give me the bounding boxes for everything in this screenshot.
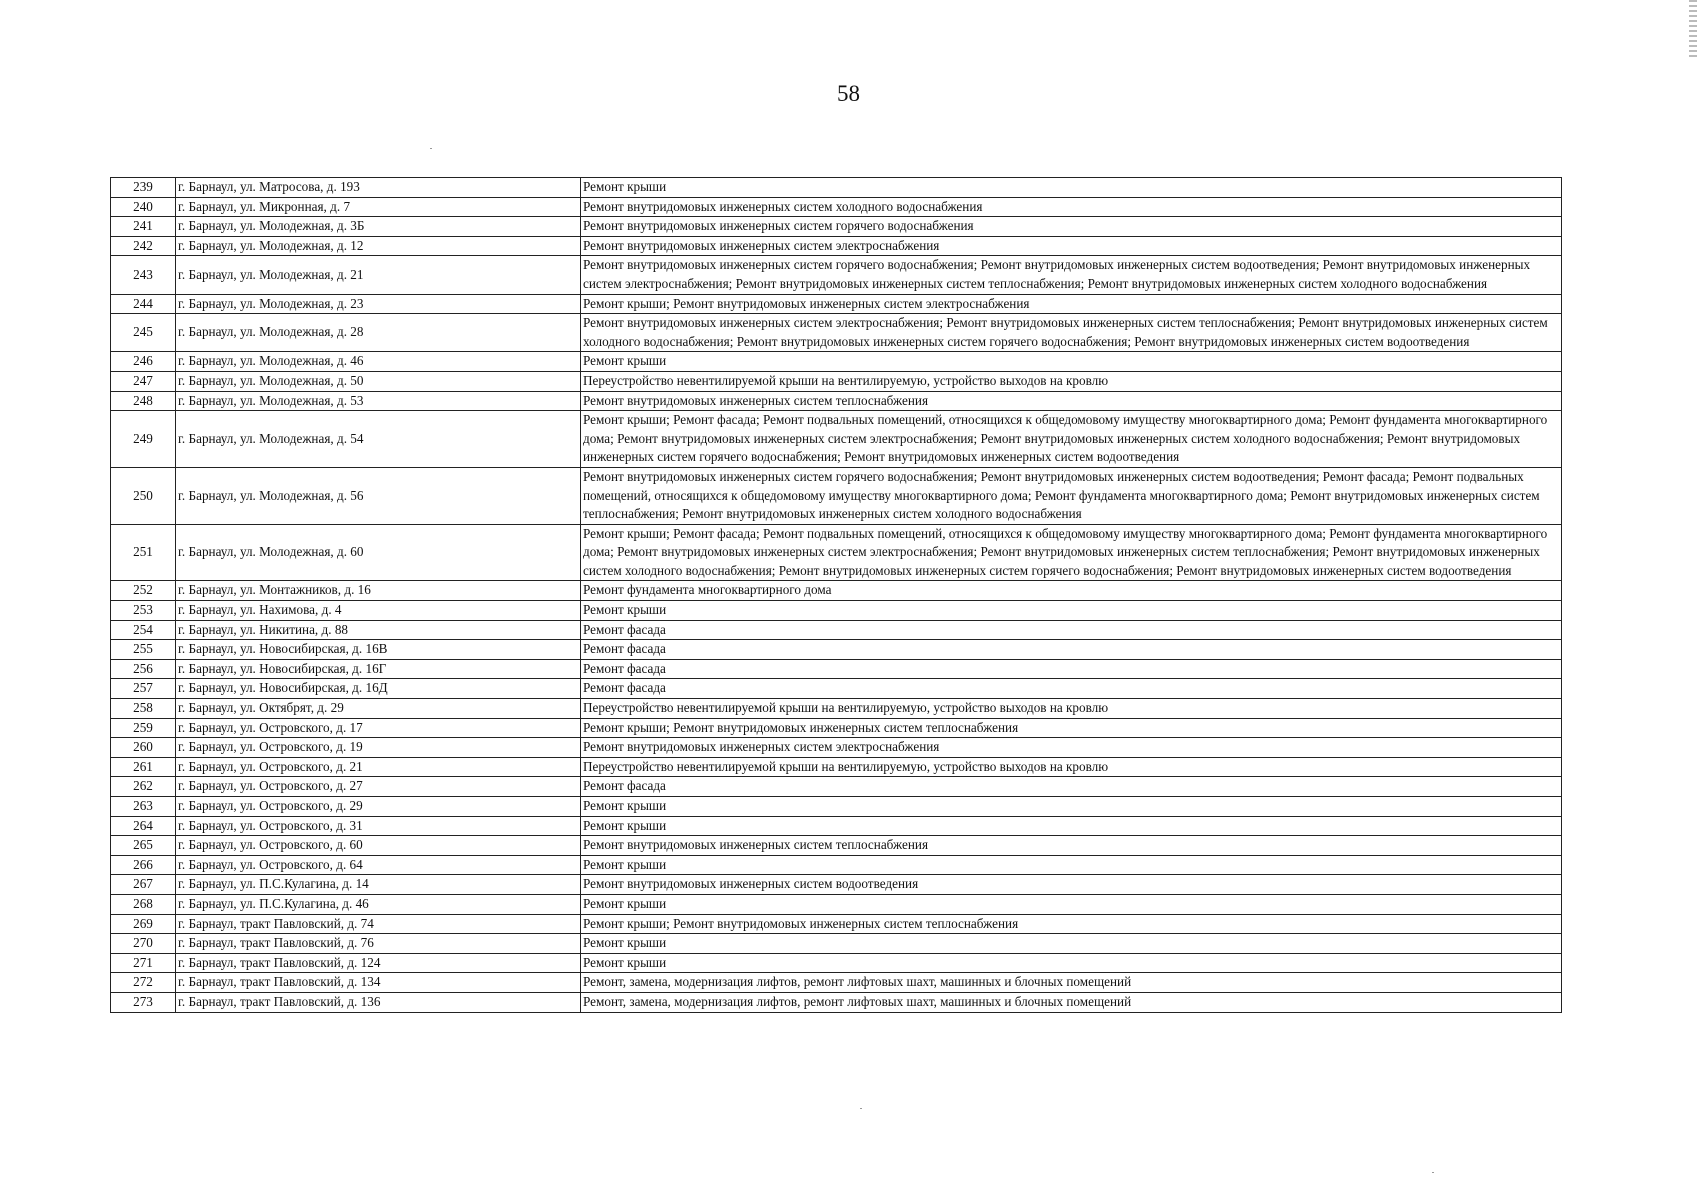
repair-works-table [110,177,1562,1013]
works-cell: Ремонт внутридомовых инженерных систем водоотведения [581,875,1562,895]
works-cell: Ремонт крыши [581,934,1562,954]
row-number-cell: 268 [111,894,176,914]
row-number-cell: 241 [111,217,176,237]
address-cell: г. Барнаул, ул. Островского, д. 60 [176,836,581,856]
table-row [111,314,1562,352]
table-row [111,659,1562,679]
works-cell: Ремонт внутридомовых инженерных систем холодного водоснабжения [581,197,1562,217]
works-cell: Ремонт внутридомовых инженерных систем электроснабжения [581,738,1562,758]
row-number-cell: 247 [111,371,176,391]
table-row [111,371,1562,391]
works-cell: Ремонт фундамента многоквартирного дома [581,581,1562,601]
row-number-cell: 261 [111,757,176,777]
row-number-cell: 266 [111,855,176,875]
works-cell: Ремонт крыши [581,894,1562,914]
row-number-cell: 252 [111,581,176,601]
row-number-cell: 248 [111,391,176,411]
works-cell: Ремонт, замена, модернизация лифтов, ремонт лифтовых шахт, машинных и блочных помещений [581,992,1562,1012]
table-row [111,236,1562,256]
address-cell: г. Барнаул, ул. Новосибирская, д. 16Г [176,659,581,679]
table-row [111,524,1562,581]
address-cell: г. Барнаул, ул. Островского, д. 17 [176,718,581,738]
table-row [111,992,1562,1012]
row-number-cell: 239 [111,178,176,198]
row-number-cell: 242 [111,236,176,256]
table-row [111,934,1562,954]
works-cell: Ремонт крыши; Ремонт внутридомовых инженерных систем теплоснабжения [581,718,1562,738]
works-cell: Ремонт внутридомовых инженерных систем горячего водоснабжения; Ремонт внутридомовых инженерных систем водоотведения; Ремонт внутридомовых инженерных систем электроснабжения; Ремонт внутридомовых инженерных систем теплоснабжения; Ремонт внутридомовых инженерных систем холодного водоснабжения [581,256,1562,294]
address-cell: г. Барнаул, ул. П.С.Кулагина, д. 14 [176,875,581,895]
address-cell: г. Барнаул, тракт Павловский, д. 134 [176,973,581,993]
row-number-cell: 263 [111,797,176,817]
row-number-cell: 264 [111,816,176,836]
table-row [111,679,1562,699]
address-cell: г. Барнаул, ул. Молодежная, д. 23 [176,294,581,314]
address-cell: г. Барнаул, ул. Микронная, д. 7 [176,197,581,217]
table-row [111,256,1562,294]
row-number-cell: 243 [111,256,176,294]
address-cell: г. Барнаул, ул. Островского, д. 19 [176,738,581,758]
row-number-cell: 255 [111,640,176,660]
address-cell: г. Барнаул, ул. Молодежная, д. 54 [176,411,581,468]
scan-speck [1432,1172,1434,1173]
address-cell: г. Барнаул, ул. Молодежная, д. 3Б [176,217,581,237]
table-row [111,836,1562,856]
works-cell: Ремонт внутридомовых инженерных систем электроснабжения; Ремонт внутридомовых инженерных систем теплоснабжения; Ремонт внутридомовых инженерных систем холодного водоснабжения; Ремонт внутридомовых инженерных систем горячего водоснабжения; Ремонт внутридомовых инженерных систем водоотведения [581,314,1562,352]
works-cell: Ремонт внутридомовых инженерных систем горячего водоснабжения [581,217,1562,237]
address-cell: г. Барнаул, ул. Новосибирская, д. 16Д [176,679,581,699]
works-cell: Ремонт крыши [581,178,1562,198]
table-row [111,640,1562,660]
address-cell: г. Барнаул, ул. Островского, д. 21 [176,757,581,777]
table-row [111,973,1562,993]
row-number-cell: 244 [111,294,176,314]
table-row [111,352,1562,372]
address-cell: г. Барнаул, ул. Октябрят, д. 29 [176,699,581,719]
table-row [111,601,1562,621]
repair-works-table-wrapper [110,177,1560,1013]
address-cell: г. Барнаул, ул. Нахимова, д. 4 [176,601,581,621]
table-row [111,914,1562,934]
scan-speck [860,1108,862,1109]
table-row [111,467,1562,524]
works-cell: Ремонт крыши; Ремонт внутридомовых инженерных систем теплоснабжения [581,914,1562,934]
table-row [111,411,1562,468]
works-cell: Переустройство невентилируемой крыши на вентилируемую, устройство выходов на кровлю [581,757,1562,777]
table-row [111,757,1562,777]
row-number-cell: 251 [111,524,176,581]
address-cell: г. Барнаул, тракт Павловский, д. 74 [176,914,581,934]
address-cell: г. Барнаул, ул. Молодежная, д. 21 [176,256,581,294]
works-cell: Ремонт крыши; Ремонт фасада; Ремонт подвальных помещений, относящихся к общедомовому имуществу многоквартирного дома; Ремонт фундамента многоквартирного дома; Ремонт внутридомовых инженерных систем электроснабжения; Ремонт внутридомовых инженерных систем теплоснабжения; Ремонт внутридомовых инженерных систем холодного водоснабжения; Ремонт внутридомовых инженерных систем горячего водоснабжения; Ремонт внутридомовых инженерных систем водоотведения [581,524,1562,581]
works-cell: Ремонт крыши [581,797,1562,817]
address-cell: г. Барнаул, ул. Молодежная, д. 60 [176,524,581,581]
row-number-cell: 260 [111,738,176,758]
address-cell: г. Барнаул, ул. Островского, д. 29 [176,797,581,817]
address-cell: г. Барнаул, ул. Молодежная, д. 46 [176,352,581,372]
table-row [111,777,1562,797]
works-cell: Ремонт фасада [581,640,1562,660]
address-cell: г. Барнаул, ул. Матросова, д. 193 [176,178,581,198]
address-cell: г. Барнаул, ул. П.С.Кулагина, д. 46 [176,894,581,914]
row-number-cell: 256 [111,659,176,679]
works-cell: Ремонт внутридомовых инженерных систем горячего водоснабжения; Ремонт внутридомовых инженерных систем водоотведения; Ремонт фасада; Ремонт подвальных помещений, относящихся к общедомовому имуществу многоквартирного дома; Ремонт фундамента многоквартирного дома; Ремонт внутридомовых инженерных систем теплоснабжения; Ремонт внутридомовых инженерных систем холодного водоснабжения [581,467,1562,524]
table-row [111,953,1562,973]
table-row [111,197,1562,217]
works-cell: Ремонт крыши; Ремонт фасада; Ремонт подвальных помещений, относящихся к общедомовому имуществу многоквартирного дома; Ремонт фундамента многоквартирного дома; Ремонт внутридомовых инженерных систем электроснабжения; Ремонт внутридомовых инженерных систем холодного водоснабжения; Ремонт внутридомовых инженерных систем горячего водоснабжения; Ремонт внутридомовых инженерных систем водоотведения [581,411,1562,468]
works-cell: Ремонт крыши [581,855,1562,875]
table-row [111,797,1562,817]
table-row [111,699,1562,719]
table-row [111,294,1562,314]
works-cell: Ремонт фасада [581,679,1562,699]
table-row [111,217,1562,237]
works-cell: Ремонт, замена, модернизация лифтов, ремонт лифтовых шахт, машинных и блочных помещений [581,973,1562,993]
works-cell: Ремонт внутридомовых инженерных систем теплоснабжения [581,391,1562,411]
table-row [111,581,1562,601]
scan-edge-artifact [1689,0,1697,60]
table-row [111,178,1562,198]
works-cell: Ремонт фасада [581,777,1562,797]
address-cell: г. Барнаул, ул. Островского, д. 31 [176,816,581,836]
address-cell: г. Барнаул, ул. Молодежная, д. 53 [176,391,581,411]
works-cell: Ремонт внутридомовых инженерных систем электроснабжения [581,236,1562,256]
table-row [111,718,1562,738]
table-row [111,875,1562,895]
address-cell: г. Барнаул, ул. Молодежная, д. 56 [176,467,581,524]
row-number-cell: 262 [111,777,176,797]
address-cell: г. Барнаул, ул. Молодежная, д. 28 [176,314,581,352]
table-row [111,391,1562,411]
address-cell: г. Барнаул, ул. Островского, д. 64 [176,855,581,875]
works-cell: Ремонт крыши [581,816,1562,836]
address-cell: г. Барнаул, ул. Молодежная, д. 50 [176,371,581,391]
row-number-cell: 245 [111,314,176,352]
scan-speck [430,148,432,149]
row-number-cell: 246 [111,352,176,372]
works-cell: Ремонт крыши [581,601,1562,621]
row-number-cell: 253 [111,601,176,621]
row-number-cell: 270 [111,934,176,954]
row-number-cell: 249 [111,411,176,468]
row-number-cell: 259 [111,718,176,738]
page-number: 58 [837,81,860,106]
works-cell: Ремонт крыши [581,953,1562,973]
table-row [111,894,1562,914]
row-number-cell: 240 [111,197,176,217]
row-number-cell: 250 [111,467,176,524]
address-cell: г. Барнаул, тракт Павловский, д. 76 [176,934,581,954]
table-row [111,738,1562,758]
address-cell: г. Барнаул, ул. Островского, д. 27 [176,777,581,797]
address-cell: г. Барнаул, ул. Монтажников, д. 16 [176,581,581,601]
works-cell: Ремонт внутридомовых инженерных систем теплоснабжения [581,836,1562,856]
address-cell: г. Барнаул, тракт Павловский, д. 124 [176,953,581,973]
row-number-cell: 271 [111,953,176,973]
works-cell: Переустройство невентилируемой крыши на вентилируемую, устройство выходов на кровлю [581,699,1562,719]
table-body [111,178,1562,1013]
works-cell: Переустройство невентилируемой крыши на вентилируемую, устройство выходов на кровлю [581,371,1562,391]
address-cell: г. Барнаул, тракт Павловский, д. 136 [176,992,581,1012]
row-number-cell: 257 [111,679,176,699]
address-cell: г. Барнаул, ул. Молодежная, д. 12 [176,236,581,256]
row-number-cell: 273 [111,992,176,1012]
table-row [111,620,1562,640]
works-cell: Ремонт фасада [581,659,1562,679]
works-cell: Ремонт фасада [581,620,1562,640]
row-number-cell: 267 [111,875,176,895]
address-cell: г. Барнаул, ул. Новосибирская, д. 16В [176,640,581,660]
address-cell: г. Барнаул, ул. Никитина, д. 88 [176,620,581,640]
works-cell: Ремонт крыши; Ремонт внутридомовых инженерных систем электроснабжения [581,294,1562,314]
row-number-cell: 254 [111,620,176,640]
row-number-cell: 265 [111,836,176,856]
row-number-cell: 258 [111,699,176,719]
row-number-cell: 272 [111,973,176,993]
row-number-cell: 269 [111,914,176,934]
works-cell: Ремонт крыши [581,352,1562,372]
table-row [111,855,1562,875]
table-row [111,816,1562,836]
